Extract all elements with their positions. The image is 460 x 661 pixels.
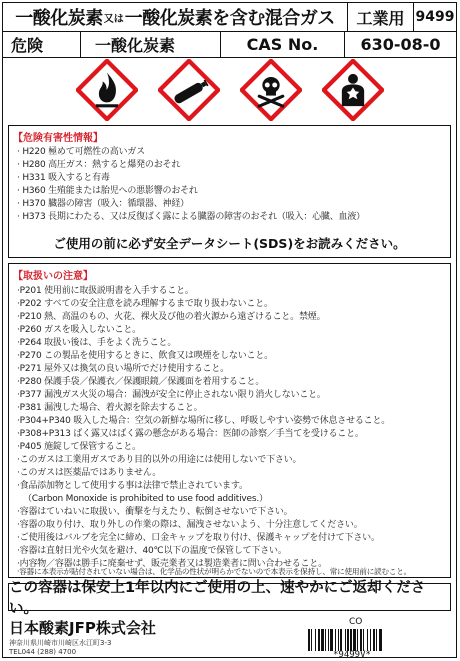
hazards-title: 【危険有害性情報】 [13,133,103,144]
precaution-item: ·P260 ガスを吸入しないこと。 [17,325,141,335]
flame-icon [76,59,138,121]
precaution-item: ·容器の取り付け、取り外しの作業の際は、漏洩させないよう、十分注意してください。 [17,520,363,530]
hazard-statements-section [8,125,451,258]
product-code: 9499 [415,9,455,25]
cas-number: 630-08-0 [360,34,441,54]
category-label: 工業用 [348,3,414,31]
precaution-item: ·P308+P313 ばく露又はばく露の懸念がある場合：医師の診察／手当てを受けること。 [17,429,364,439]
precaution-item: ·P304+P340 吸入した場合：空気の新鮮な場所に移し、呼吸しやすい姿勢で休息させること。 [17,416,391,426]
precaution-item: ·P271 屋外又は換気の良い場所でだけ使用すること。 [17,364,229,374]
hazard-item: · H331 吸入すると有毒 [17,173,110,183]
cas-label: CAS No. [221,31,345,57]
barcode [308,629,408,651]
substance-name: 一酸化炭素 [81,31,221,57]
precaution-item: ·P377 漏洩ガス火災の場合：漏洩が安全に停止されない限り消火しないこと。 [17,390,326,400]
gas-cylinder-icon [158,59,220,121]
hazard-item: · H373 長期にわたる、又は反復ばく露による臓器の障害のおそれ（吸入：心臓、血液） [17,212,365,222]
precaution-item: ·P202 すべての安全注意を読み理解するまで取り扱わないこと。 [17,299,273,309]
precautions-section [8,263,451,578]
precaution-item: ·このガスは工業用ガスであり目的以外の用途には使用しないで下さい。 [17,455,302,465]
hazard-item: · H360 生殖能または胎児への悪影響のおそれ [17,186,198,196]
ghs-pictograms [3,59,456,125]
company-tel: TEL044 (288) 4700 [9,648,77,656]
hazard-item: · H220 極めて可燃性の高いガス [17,147,145,157]
precaution-item: ·P210 熱、高温のもの、火花、裸火及び他の着火源から遠ざけること。禁煙。 [17,312,326,322]
precaution-item: （Carbon Monoxide is prohibited to use food additives.） [23,494,268,504]
precaution-item: ·P405 施錠して保管すること。 [17,442,141,452]
precaution-item: ·容器は直射日光や火気を避け、40℃以下の温度で保管して下さい。 [17,546,287,556]
hazard-item: · H370 臓器の障害（吸入：循環器、神経） [17,199,189,209]
precaution-item: ·容器に本表示が貼付されていない場合は、化学品の性状が明らかでないので本表示を保持し、常に使用前に読むこと。 [17,567,412,576]
product-label [2,2,457,658]
precaution-item: ·P264 取扱い後は、手をよく洗うこと。 [17,338,177,348]
company-name: 日本酸素JFP株式会社 [9,619,156,637]
precaution-item: ·P270 この製品を使用するときに、飲食又は喫煙をしないこと。 [17,351,273,361]
precaution-item: ·P201 使用前に取扱説明書を入手すること。 [17,286,194,296]
precaution-item: ·食品添加物として使用する事は法律で禁止されています。 [17,481,248,491]
precaution-item: ·ご使用後はバルブを完全に締め、口金キャップを取り付け、保護キャップを付けて下さい。 [17,533,380,543]
hazard-item: · H280 高圧ガス：熱すると爆発のおそれ [17,160,181,170]
header-row [3,3,456,32]
health-hazard-icon [322,59,384,121]
info-row [3,31,456,58]
skull-crossbones-icon [240,59,302,121]
return-notice: この容器は保安上1年以内にご使用の上、速やかにご返却ください。 [8,583,451,611]
precaution-item: ·このガスは医薬品ではありません。 [17,468,162,478]
precaution-item: ·容器はていねいに取扱い、衝撃を与えたり、転倒させないで下さい。 [17,507,293,517]
product-title: 一酸化炭素 又は 一酸化炭素を含む混合ガス [3,3,348,31]
company-address: 神奈川県川崎市川崎区水江町3-3 [9,639,112,647]
co-label: CO [349,617,363,627]
danger-signal-word: 危険 [3,31,81,57]
precaution-item: ·P381 漏洩した場合、着火源を除去すること。 [17,403,203,413]
barcode-number: *9499V* [333,650,371,660]
precautions-title: 【取扱いの注意】 [13,271,93,282]
precaution-item: ·P280 保護手袋／保護衣／保護眼鏡／保護面を着用すること。 [17,377,265,387]
precaution-item: ·内容物／容器は勝手に廃棄せず、販売業者又は製造業者に問い合わせること。 [17,559,327,569]
sds-notice: ご使用の前に必ず安全データシート(SDS)をお読みください。 [53,236,406,251]
